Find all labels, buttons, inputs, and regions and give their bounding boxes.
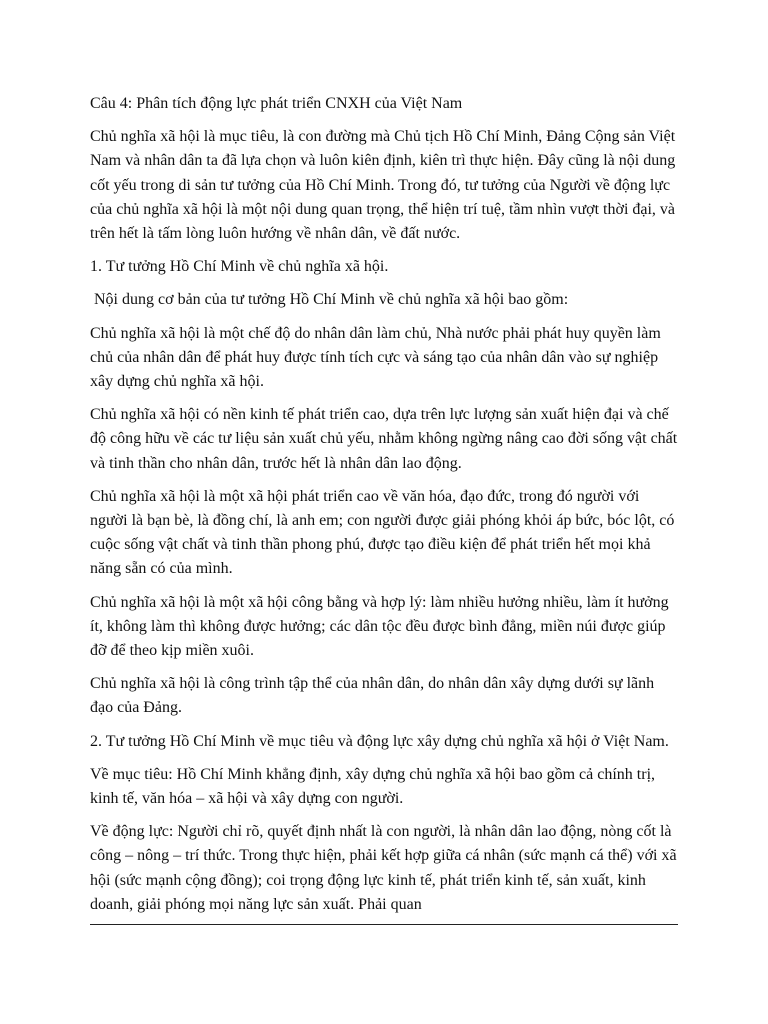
section-1-point: Chủ nghĩa xã hội là một xã hội phát triển cao về văn hóa, đạo đức, trong đó người với người là bạn bè, là đồng chí, là anh em; con người được giải phóng khỏi áp bức, bóc lột, có cuộc sống vật chất và tinh thần phong phú, được tạo điều kiện để phát triển hết mọi khả năng sẵn có của mình. <box>90 487 675 578</box>
section-1-point: Chủ nghĩa xã hội là một xã hội công bằng và hợp lý: làm nhiều hưởng nhiều, làm ít hưởng ít, không làm thì không được hưởng; các dân tộc đều được bình đẳng, miền núi được giúp đỡ để theo kịp miền xuôi. <box>90 593 669 660</box>
document-page <box>90 92 680 926</box>
question-title: Câu 4: Phân tích động lực phát triển CNXH của Việt Nam <box>90 95 463 112</box>
section-2-goal: Về mục tiêu: Hồ Chí Minh khẳng định, xây dựng chủ nghĩa xã hội bao gồm cả chính trị, kinh tế, văn hóa – xã hội và xây dựng con người. <box>90 765 656 808</box>
section-2-motive: Về động lực: Người chỉ rõ, quyết định nhất là con người, là nhân dân lao động, nòng cốt là công – nông – trí thức. Trong thực hiện, phải kết hợp giữa cá nhân (sức mạnh cá thể) với xã hội (sức mạnh cộng đồng); coi trọng động lực kinh tế, phát triển kinh tế, sản xuất, kinh doanh, giải phóng mọi năng lực sản xuất. Phải quan <box>90 823 677 913</box>
section-1-heading: 1. Tư tưởng Hồ Chí Minh về chủ nghĩa xã hội. <box>90 258 389 276</box>
section-1-point: Chủ nghĩa xã hội là công trình tập thể của nhân dân, do nhân dân xây dựng dưới sự lãnh đạo của Đảng. <box>90 675 655 717</box>
section-1-point: Chủ nghĩa xã hội có nền kinh tế phát triển cao, dựa trên lực lượng sản xuất hiện đại và chế độ công hữu về các tư liệu sản xuất chủ yếu, nhằm không ngừng nâng cao đời sống vật chất và tinh thần cho nhân dân, trước hết là nhân dân lao động. <box>90 406 678 472</box>
section-1-point: Chủ nghĩa xã hội là một chế độ do nhân dân làm chủ, Nhà nước phải phát huy quyền làm chủ của nhân dân để phát huy được tính tích cực và sáng tạo của nhân dân vào sự nghiệp xây dựng chủ nghĩa xã hội. <box>90 324 661 391</box>
section-2-heading: 2. Tư tưởng Hồ Chí Minh về mục tiêu và động lực xây dựng chủ nghĩa xã hội ở Việt Nam. <box>90 732 669 750</box>
intro-paragraph: Chủ nghĩa xã hội là mục tiêu, là con đường mà Chủ tịch Hồ Chí Minh, Đảng Cộng sản Việt Nam và nhân dân ta đã lựa chọn và luôn kiên định, kiên trì thực hiện. Đây cũng là nội dung cốt yếu trong di sản tư tưởng của Hồ Chí Minh. Trong đó, tư tưởng của Người về động lực của chủ nghĩa xã hội là một nội dung quan trọng, thể hiện trí tuệ, tầm nhìn vượt thời đại, và trên hết là tấm lòng luôn hướng về nhân dân, về đất nước. <box>90 128 676 243</box>
section-1-lead: Nội dung cơ bản của tư tưởng Hồ Chí Minh về chủ nghĩa xã hội bao gồm: <box>90 291 569 309</box>
bottom-divider <box>90 924 678 925</box>
